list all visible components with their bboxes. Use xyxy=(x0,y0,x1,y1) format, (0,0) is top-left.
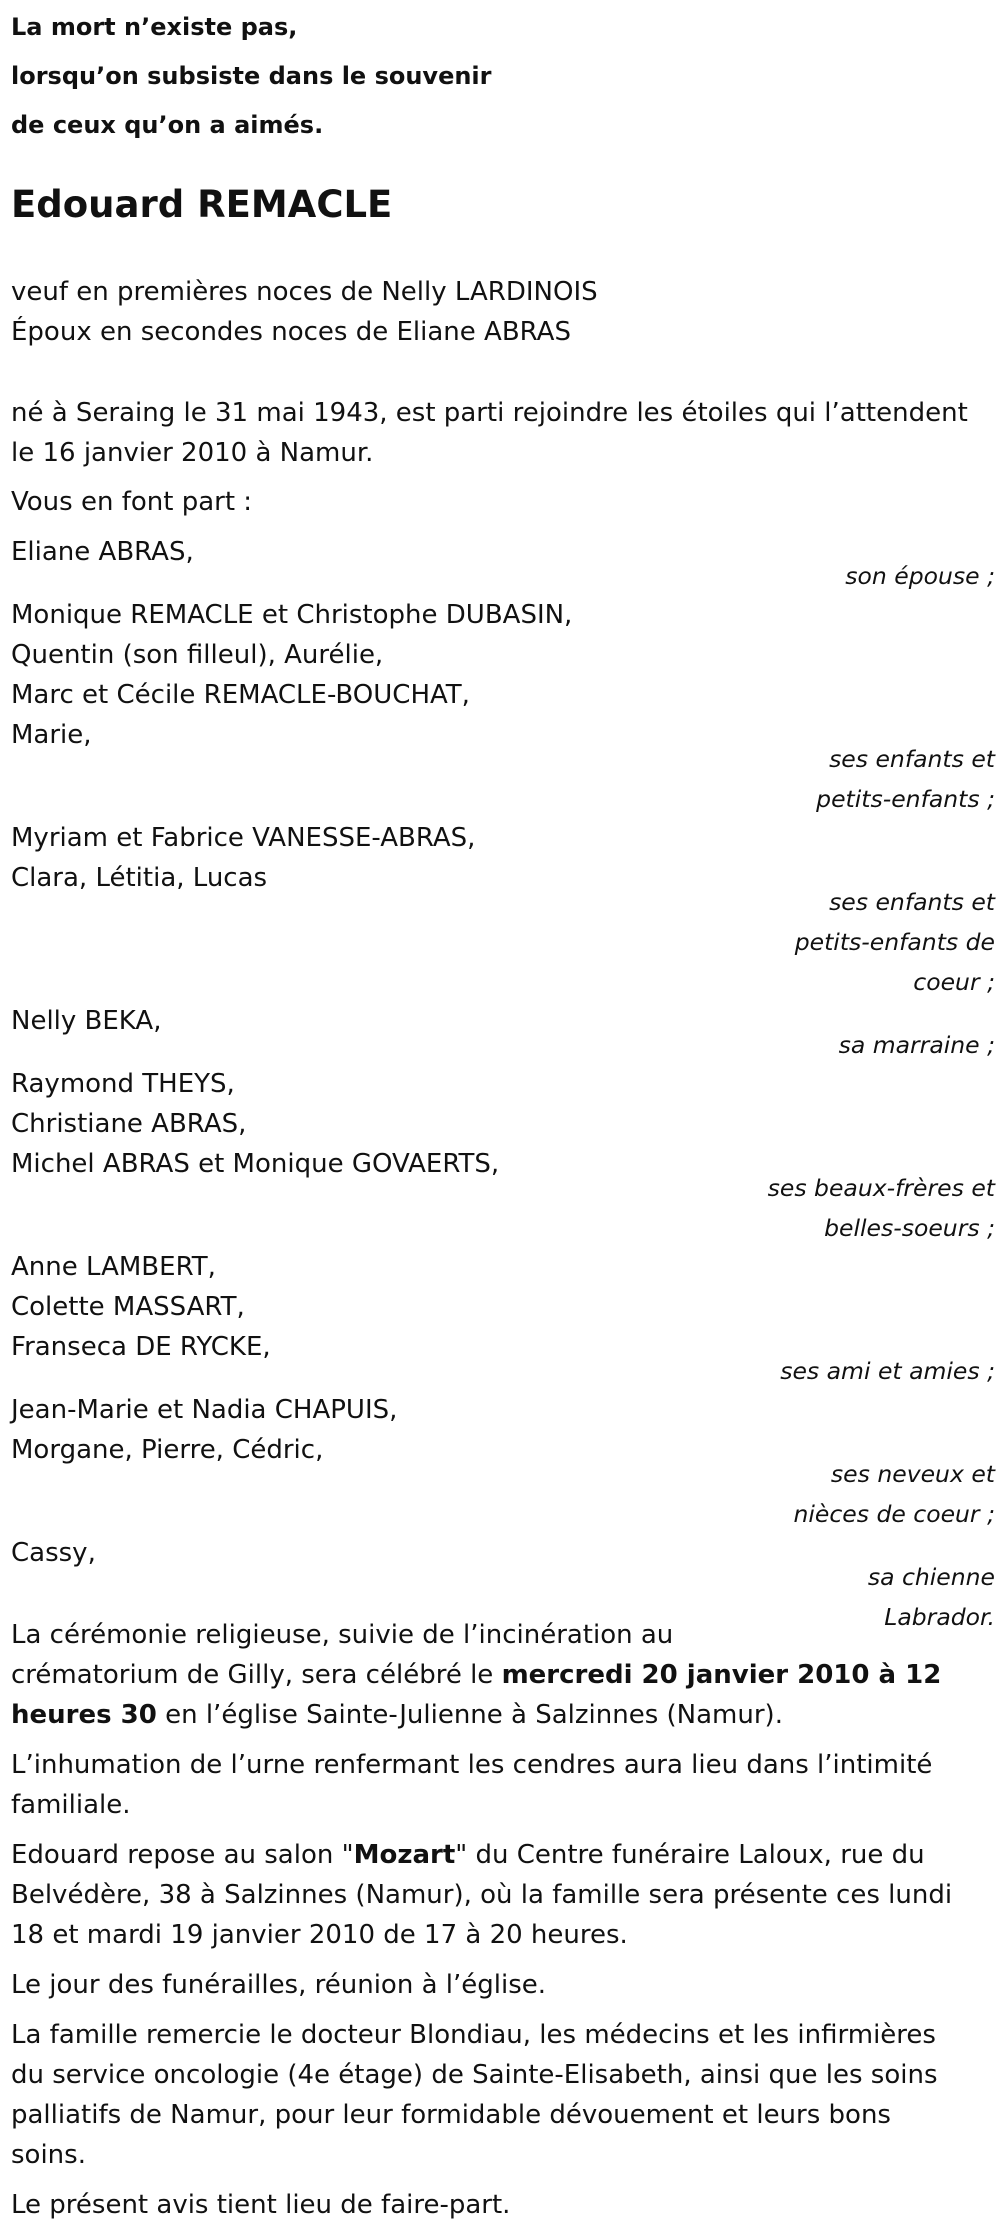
ceremony-place: en l’église Sainte-Julienne à Salzinnes (Namur). xyxy=(156,1700,783,1730)
closing-line: Le présent avis tient lieu de faire-part. xyxy=(11,2190,511,2220)
marital-line-1: veuf en premières noces de Nelly LARDINOIS xyxy=(11,277,598,307)
announce-line: Vous en font part : xyxy=(11,487,253,517)
family-name: Monique REMACLE et Christophe DUBASIN, xyxy=(11,600,573,630)
relation-label: nièces de coeur ; xyxy=(793,1500,995,1528)
relation-label: son épouse ; xyxy=(845,562,995,590)
relation-label: coeur ; xyxy=(913,968,995,996)
family-name: Marc et Cécile REMACLE-BOUCHAT, xyxy=(11,680,470,710)
birth-line-1: né à Seraing le 31 mai 1943, est parti rejoindre les étoiles qui l’attendent xyxy=(11,398,968,428)
family-name: Colette MASSART, xyxy=(11,1292,245,1322)
family-name: Raymond THEYS, xyxy=(11,1069,235,1099)
ceremony-line-2 xyxy=(11,1655,941,1695)
salon-line-1 xyxy=(11,1835,925,1875)
quote-line-1: La mort n’existe pas, xyxy=(11,13,298,41)
thanks-line-4: soins. xyxy=(11,2140,86,2170)
salon-line-3: 18 et mardi 19 janvier 2010 de 17 à 20 heures. xyxy=(11,1920,628,1950)
ceremony-text: crématorium de Gilly, sera célébré le xyxy=(11,1660,502,1690)
funeral-day-line: Le jour des funérailles, réunion à l’église. xyxy=(11,1970,547,2000)
family-name: Jean-Marie et Nadia CHAPUIS, xyxy=(11,1395,398,1425)
family-name: Clara, Létitia, Lucas xyxy=(11,863,268,893)
inhumation-line-2: familiale. xyxy=(11,1790,131,1820)
relation-label: petits-enfants de xyxy=(794,928,995,956)
quote-line-3: de ceux qu’on a aimés. xyxy=(11,111,324,139)
family-name: Morgane, Pierre, Cédric, xyxy=(11,1435,324,1465)
salon-text: Edouard repose au salon " xyxy=(11,1840,354,1870)
salon-name: Mozart xyxy=(353,1840,456,1870)
relation-label: sa chienne xyxy=(867,1563,995,1591)
family-name: Quentin (son filleul), Aurélie, xyxy=(11,640,384,670)
thanks-line-2: du service oncologie (4e étage) de Sainte-Elisabeth, ainsi que les soins xyxy=(11,2060,938,2090)
relation-label: ses beaux-frères et xyxy=(767,1174,995,1202)
relation-label: petits-enfants ; xyxy=(816,785,995,813)
family-name: Nelly BEKA, xyxy=(11,1006,162,1036)
family-name: Michel ABRAS et Monique GOVAERTS, xyxy=(11,1149,500,1179)
relation-label: Labrador. xyxy=(884,1603,995,1631)
birth-line-2: le 16 janvier 2010 à Namur. xyxy=(11,438,374,468)
relation-label: belles-soeurs ; xyxy=(824,1214,995,1242)
family-name: Marie, xyxy=(11,720,92,750)
marital-line-2: Époux en secondes noces de Eliane ABRAS xyxy=(11,317,571,347)
thanks-line-3: palliatifs de Namur, pour leur formidable dévouement et leurs bons xyxy=(11,2100,891,2130)
ceremony-date: mercredi 20 janvier 2010 à 12 xyxy=(501,1660,942,1690)
salon-line-2: Belvédère, 38 à Salzinnes (Namur), où la famille sera présente ces lundi xyxy=(11,1880,953,1910)
family-name: Anne LAMBERT, xyxy=(11,1252,216,1282)
ceremony-line-1: La cérémonie religieuse, suivie de l’incinération au xyxy=(11,1620,674,1650)
relation-label: ses neveux et xyxy=(830,1460,995,1488)
deceased-name: Edouard REMACLE xyxy=(11,183,393,226)
family-name: Eliane ABRAS, xyxy=(11,537,194,567)
relation-label: sa marraine ; xyxy=(838,1031,995,1059)
family-name: Myriam et Fabrice VANESSE-ABRAS, xyxy=(11,823,476,853)
relation-label: ses enfants et xyxy=(829,888,995,916)
relation-label: ses ami et amies ; xyxy=(780,1357,995,1385)
quote-line-2: lorsqu’on subsiste dans le souvenir xyxy=(11,62,492,90)
family-name: Franseca DE RYCKE, xyxy=(11,1332,271,1362)
salon-text: " du Centre funéraire Laloux, rue du xyxy=(455,1840,925,1870)
family-name: Cassy, xyxy=(11,1538,96,1568)
relation-label: ses enfants et xyxy=(829,745,995,773)
thanks-line-1: La famille remercie le docteur Blondiau, les médecins et les infirmières xyxy=(11,2020,936,2050)
family-name: Christiane ABRAS, xyxy=(11,1109,247,1139)
ceremony-line-3 xyxy=(11,1695,783,1735)
ceremony-time: heures 30 xyxy=(11,1700,157,1730)
inhumation-line-1: L’inhumation de l’urne renfermant les cendres aura lieu dans l’intimité xyxy=(11,1750,933,1780)
